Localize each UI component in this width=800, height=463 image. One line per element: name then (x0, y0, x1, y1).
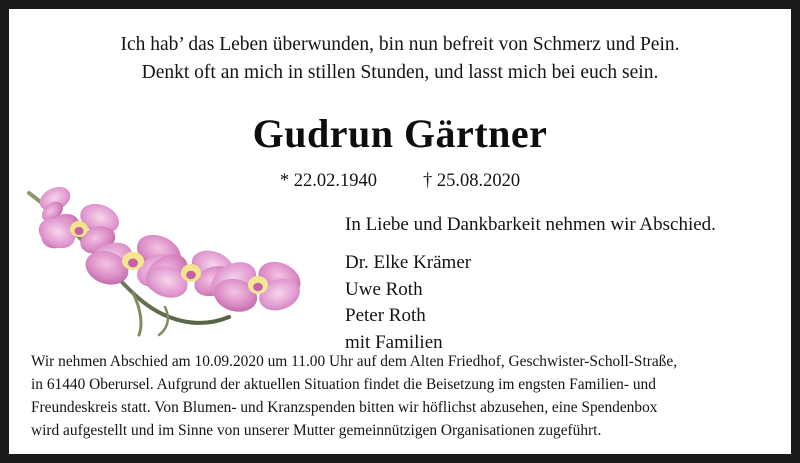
mourner-name: mit Familien (345, 332, 443, 354)
verse-line-2: Denkt oft an mich in stillen Stunden, und lasst mich bei euch sein. (141, 62, 659, 84)
funeral-details-line: wird aufgestellt und im Sinne von unserer Mutter gemeinnützigen Organisationen zugeführt. (31, 421, 602, 439)
deceased-name: Gudrun Gärtner (252, 110, 548, 156)
tribute-block (9, 214, 791, 358)
mourner-name: Peter Roth (345, 305, 426, 327)
birth-date: * 22.02.1940 (279, 170, 377, 191)
notice-inner (9, 9, 791, 454)
death-date: † 25.08.2020 (423, 170, 521, 191)
mourners-list (345, 250, 773, 358)
funeral-details-line: Freundeskreis statt. Von Blumen- und Kranzspenden bitten wir höflichst abzusehen, eine Spendenbox (31, 398, 658, 416)
verse-line-1: Ich hab’ das Leben überwunden, bin nun befreit von Schmerz und Pein. (120, 34, 680, 55)
funeral-details-line: Wir nehmen Abschied am 10.09.2020 um 11.00 Uhr auf dem Alten Friedhof, Geschwister-Scholl-Straße, (31, 352, 678, 370)
tribute-text: In Liebe und Dankbarkeit nehmen wir Abschied. (345, 213, 716, 235)
verse-block (9, 9, 791, 88)
funeral-details-line: in 61440 Oberursel. Aufgrund der aktuellen Situation findet die Beisetzung im engsten Familien- und (31, 375, 656, 393)
mourner-name: Uwe Roth (345, 278, 423, 300)
life-dates (9, 171, 791, 192)
funeral-details (9, 350, 791, 442)
mourner-name: Dr. Elke Krämer (345, 251, 472, 273)
